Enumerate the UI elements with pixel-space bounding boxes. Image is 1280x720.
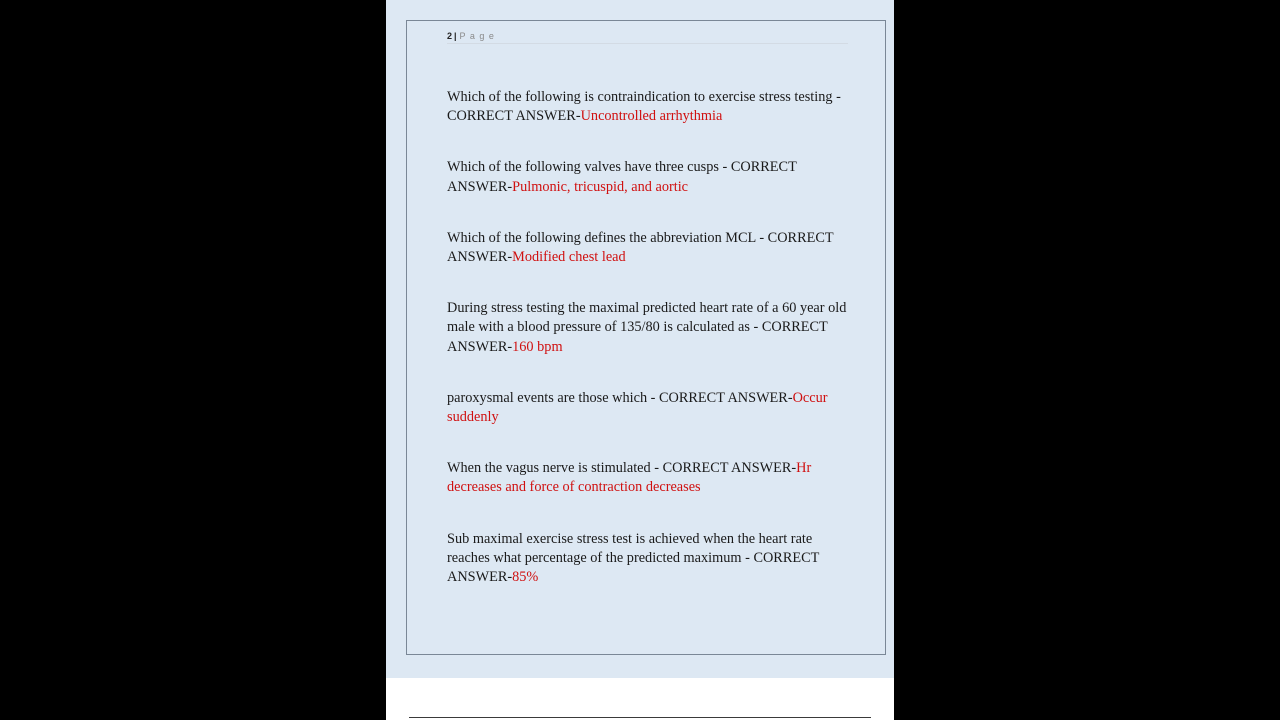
answer-text: Uncontrolled arrhythmia <box>580 108 723 125</box>
answer-text: Hr decreases and force of contraction decreases <box>447 460 812 496</box>
qa-item <box>447 530 847 588</box>
question-text: When the vagus nerve is stimulated - CORRECT ANSWER- <box>447 460 797 477</box>
answer-text: Modified chest lead <box>512 249 626 266</box>
page-header <box>447 30 848 44</box>
qa-item <box>447 88 847 126</box>
page-word: P a g e <box>459 31 495 41</box>
next-page-rule <box>409 717 871 718</box>
question-text: Which of the following valves have three cusps - CORRECT ANSWER- <box>447 159 797 195</box>
document-page <box>386 0 894 678</box>
question-text: During stress testing the maximal predicted heart rate of a 60 year old male with a blood pressure of 135/80 is calculated as - CORRECT ANSWER- <box>447 300 847 355</box>
qa-item <box>447 389 847 427</box>
answer-text: 160 bpm <box>512 338 563 355</box>
answer-text: Occur suddenly <box>447 389 828 426</box>
question-text: Sub maximal exercise stress test is achieved when the heart rate reaches what percentage of the predicted maximum - CORRECT ANSWER- <box>447 530 820 586</box>
next-page-preview <box>386 678 894 720</box>
qa-item <box>447 229 847 267</box>
qa-list <box>447 88 847 619</box>
answer-text: Pulmonic, tricuspid, and aortic <box>512 178 689 195</box>
question-text: Which of the following defines the abbreviation MCL - CORRECT ANSWER- <box>447 229 834 266</box>
qa-item <box>447 299 847 357</box>
qa-item <box>447 459 847 497</box>
qa-item <box>447 158 847 196</box>
question-text: paroxysmal events are those which - CORRECT ANSWER- <box>447 389 793 406</box>
header-separator: | <box>454 31 457 41</box>
question-text: Which of the following is contraindication to exercise stress testing - CORRECT ANSWER- <box>447 89 841 125</box>
answer-text: 85% <box>512 569 539 586</box>
page-number: 2 <box>447 31 453 41</box>
